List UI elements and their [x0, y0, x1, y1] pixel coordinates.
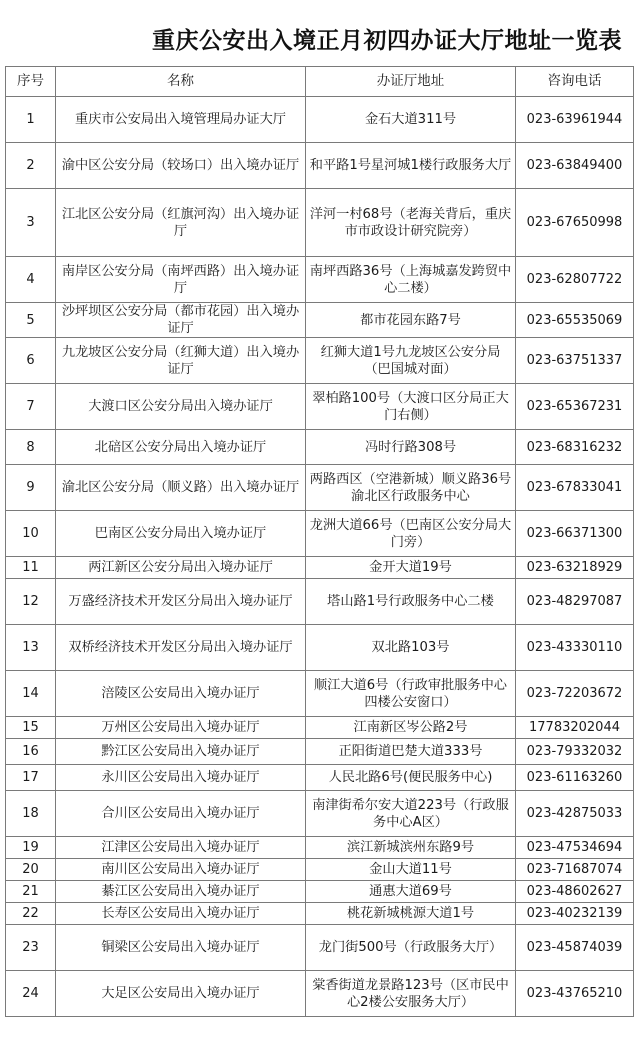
office-name: 重庆市公安局出入境管理局办证大厅	[56, 97, 306, 143]
office-name: 黔江区公安局出入境办证厅	[56, 739, 306, 765]
office-phone: 023-63849400	[516, 143, 634, 189]
office-address: 金开大道19号	[306, 557, 516, 579]
row-number: 21	[6, 881, 56, 903]
office-address: 金石大道311号	[306, 97, 516, 143]
office-phone: 023-65367231	[516, 384, 634, 430]
row-number: 15	[6, 717, 56, 739]
office-name: 渝中区公安分局（较场口）出入境办证厅	[56, 143, 306, 189]
office-address: 棠香街道龙景路123号（区市民中心2楼公安服务大厅）	[306, 971, 516, 1017]
office-address: 洋河一村68号（老海关背后，重庆市市政设计研究院旁）	[306, 189, 516, 257]
row-number: 20	[6, 859, 56, 881]
page-title: 重庆公安出入境正月初四办证大厅地址一览表	[152, 28, 622, 54]
table-row	[6, 837, 634, 859]
row-number: 22	[6, 903, 56, 925]
table-row	[6, 579, 634, 625]
table-row	[6, 739, 634, 765]
row-number: 18	[6, 791, 56, 837]
office-name: 两江新区公安分局出入境办证厅	[56, 557, 306, 579]
office-address: 都市花园东路7号	[306, 303, 516, 338]
row-number: 6	[6, 338, 56, 384]
row-number: 24	[6, 971, 56, 1017]
table-row	[6, 511, 634, 557]
row-number: 2	[6, 143, 56, 189]
office-phone: 023-79332032	[516, 739, 634, 765]
table-row	[6, 430, 634, 465]
office-address: 正阳街道巴楚大道333号	[306, 739, 516, 765]
office-address: 金山大道11号	[306, 859, 516, 881]
table-row	[6, 257, 634, 303]
office-phone: 023-47534694	[516, 837, 634, 859]
table-row	[6, 881, 634, 903]
office-name: 北碚区公安分局出入境办证厅	[56, 430, 306, 465]
office-phone: 17783202044	[516, 717, 634, 739]
table-row	[6, 765, 634, 791]
office-phone: 023-43765210	[516, 971, 634, 1017]
office-address: 桃花新城桃源大道1号	[306, 903, 516, 925]
row-number: 11	[6, 557, 56, 579]
table-row	[6, 925, 634, 971]
office-name: 铜梁区公安局出入境办证厅	[56, 925, 306, 971]
row-number: 1	[6, 97, 56, 143]
office-address: 滨江新城滨州东路9号	[306, 837, 516, 859]
office-name: 双桥经济技术开发区分局出入境办证厅	[56, 625, 306, 671]
row-number: 13	[6, 625, 56, 671]
table-body	[6, 97, 634, 1017]
table-row	[6, 143, 634, 189]
office-name: 万盛经济技术开发区分局出入境办证厅	[56, 579, 306, 625]
office-name: 巴南区公安分局出入境办证厅	[56, 511, 306, 557]
row-number: 16	[6, 739, 56, 765]
row-number: 19	[6, 837, 56, 859]
table-row	[6, 971, 634, 1017]
office-address: 塔山路1号行政服务中心二楼	[306, 579, 516, 625]
row-number: 5	[6, 303, 56, 338]
office-address: 江南新区岑公路2号	[306, 717, 516, 739]
office-phone: 023-42875033	[516, 791, 634, 837]
office-phone: 023-63751337	[516, 338, 634, 384]
office-address: 红狮大道1号九龙坡区公安分局（巴国城对面）	[306, 338, 516, 384]
office-address: 通惠大道69号	[306, 881, 516, 903]
office-address: 南坪西路36号（上海城嘉发跨贸中心二楼）	[306, 257, 516, 303]
office-address: 南津街希尔安大道223号（行政服务中心A区）	[306, 791, 516, 837]
office-name: 涪陵区公安局出入境办证厅	[56, 671, 306, 717]
office-phone: 023-43330110	[516, 625, 634, 671]
table-row	[6, 189, 634, 257]
office-address: 龙门街500号（行政服务大厅）	[306, 925, 516, 971]
header-row	[6, 67, 634, 97]
office-address: 翠柏路100号（大渡口区分局正大门右侧）	[306, 384, 516, 430]
office-name: 大足区公安局出入境办证厅	[56, 971, 306, 1017]
table-row	[6, 671, 634, 717]
office-phone: 023-71687074	[516, 859, 634, 881]
office-phone: 023-72203672	[516, 671, 634, 717]
office-name: 沙坪坝区公安分局（都市花园）出入境办证厅	[56, 303, 306, 338]
address-table	[5, 66, 634, 1017]
office-phone: 023-63961944	[516, 97, 634, 143]
office-name: 南川区公安局出入境办证厅	[56, 859, 306, 881]
office-name: 九龙坡区公安分局（红狮大道）出入境办证厅	[56, 338, 306, 384]
office-phone: 023-67650998	[516, 189, 634, 257]
row-number: 7	[6, 384, 56, 430]
row-number: 10	[6, 511, 56, 557]
office-phone: 023-67833041	[516, 465, 634, 511]
office-name: 万州区公安局出入境办证厅	[56, 717, 306, 739]
table-row	[6, 625, 634, 671]
table-row	[6, 791, 634, 837]
office-phone: 023-61163260	[516, 765, 634, 791]
office-address: 人民北路6号(便民服务中心)	[306, 765, 516, 791]
office-name: 大渡口区公安分局出入境办证厅	[56, 384, 306, 430]
office-name: 南岸区公安分局（南坪西路）出入境办证厅	[56, 257, 306, 303]
office-name: 永川区公安局出入境办证厅	[56, 765, 306, 791]
row-number: 4	[6, 257, 56, 303]
row-number: 14	[6, 671, 56, 717]
office-address: 和平路1号星河城1楼行政服务大厅	[306, 143, 516, 189]
office-address: 冯时行路308号	[306, 430, 516, 465]
office-name: 渝北区公安分局（顺义路）出入境办证厅	[56, 465, 306, 511]
table-row	[6, 557, 634, 579]
header-no: 序号	[6, 67, 56, 97]
office-phone: 023-65535069	[516, 303, 634, 338]
office-phone: 023-48297087	[516, 579, 634, 625]
office-address: 双北路103号	[306, 625, 516, 671]
row-number: 23	[6, 925, 56, 971]
table-row	[6, 717, 634, 739]
table-row	[6, 903, 634, 925]
office-phone: 023-66371300	[516, 511, 634, 557]
office-phone: 023-62807722	[516, 257, 634, 303]
office-name: 合川区公安局出入境办证厅	[56, 791, 306, 837]
office-address: 两路西区（空港新城）顺义路36号渝北区行政服务中心	[306, 465, 516, 511]
header-phone: 咨询电话	[516, 67, 634, 97]
table-row	[6, 338, 634, 384]
table-row	[6, 859, 634, 881]
header-address: 办证厅地址	[306, 67, 516, 97]
table-row	[6, 97, 634, 143]
row-number: 3	[6, 189, 56, 257]
office-name: 綦江区公安局出入境办证厅	[56, 881, 306, 903]
office-name: 长寿区公安局出入境办证厅	[56, 903, 306, 925]
office-phone: 023-68316232	[516, 430, 634, 465]
table-row	[6, 384, 634, 430]
office-name: 江北区公安分局（红旗河沟）出入境办证厅	[56, 189, 306, 257]
office-name: 江津区公安局出入境办证厅	[56, 837, 306, 859]
office-phone: 023-40232139	[516, 903, 634, 925]
office-address: 顺江大道6号（行政审批服务中心四楼公安窗口）	[306, 671, 516, 717]
table-row	[6, 303, 634, 338]
row-number: 12	[6, 579, 56, 625]
table-row	[6, 465, 634, 511]
office-phone: 023-45874039	[516, 925, 634, 971]
office-phone: 023-48602627	[516, 881, 634, 903]
row-number: 8	[6, 430, 56, 465]
row-number: 9	[6, 465, 56, 511]
row-number: 17	[6, 765, 56, 791]
office-address: 龙洲大道66号（巴南区公安分局大门旁）	[306, 511, 516, 557]
office-phone: 023-63218929	[516, 557, 634, 579]
header-name: 名称	[56, 67, 306, 97]
